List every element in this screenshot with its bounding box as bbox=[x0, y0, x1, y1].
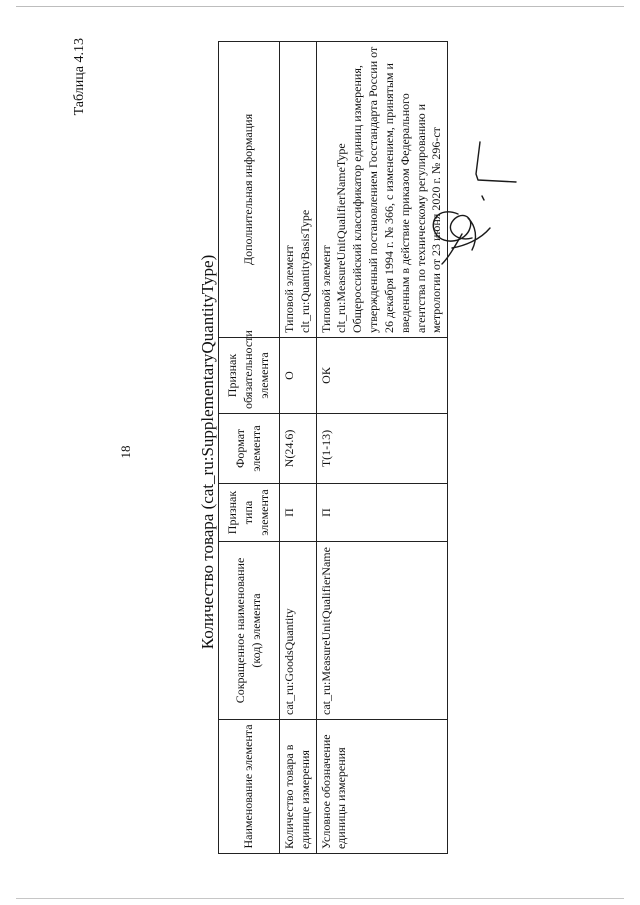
page-number: 18 bbox=[118, 445, 133, 459]
header-required: Признак обязательности элемента bbox=[219, 338, 280, 414]
table-row bbox=[280, 42, 317, 854]
table-title: Количество товара (cat_ru:SupplementaryQuantityType) bbox=[198, 254, 217, 650]
info-line: Типовой элемент bbox=[282, 245, 296, 333]
info-line: Типовой элемент bbox=[318, 245, 333, 333]
info-line: Общероссийский классификатор единиц измерения, утвержденный постановлением Госстандарта России от 26 декабря 1994 г. № 366, с изменением, принятым и введенным в действие приказом Федерального агентства по техническому регулированию и метрологии от 23 июня 2020 г. № 296-ст bbox=[350, 46, 444, 333]
scan-edge-bottom bbox=[16, 898, 624, 899]
cell-info bbox=[280, 42, 317, 338]
header-format: Формат элемента bbox=[219, 414, 280, 484]
scan-edge-top bbox=[16, 6, 624, 7]
cell-name: Условное обозначение единицы измерения bbox=[316, 720, 448, 854]
header-info: Дополнительная информация bbox=[219, 42, 280, 338]
cell-type: П bbox=[280, 484, 317, 542]
cell-required: О bbox=[280, 338, 317, 414]
cell-type: П bbox=[316, 484, 448, 542]
cell-format: N(24.6) bbox=[280, 414, 317, 484]
cell-format: T(1-13) bbox=[316, 414, 448, 484]
rotated-page bbox=[20, 22, 620, 882]
header-code: Сокращенное наименование (код) элемента bbox=[219, 542, 280, 720]
cell-required: ОК bbox=[316, 338, 448, 414]
header-type: Признак типа элемента bbox=[219, 484, 280, 542]
cell-code: cat_ru:GoodsQuantity bbox=[280, 542, 317, 720]
info-line: clt_ru:MeasureUnitQualifierNameType bbox=[334, 143, 349, 333]
info-line: clt_ru:QuantityBasisType bbox=[297, 209, 312, 333]
spec-table bbox=[218, 41, 448, 854]
handwritten-signature bbox=[418, 130, 528, 270]
cell-code: cat_ru:MeasureUnitQualifierName bbox=[316, 542, 448, 720]
table-label: Таблица 4.13 bbox=[72, 38, 87, 116]
cell-name: Количество товара в единице измерения bbox=[280, 720, 317, 854]
table-header-row bbox=[219, 42, 280, 854]
header-name: Наименование элемента bbox=[219, 720, 280, 854]
